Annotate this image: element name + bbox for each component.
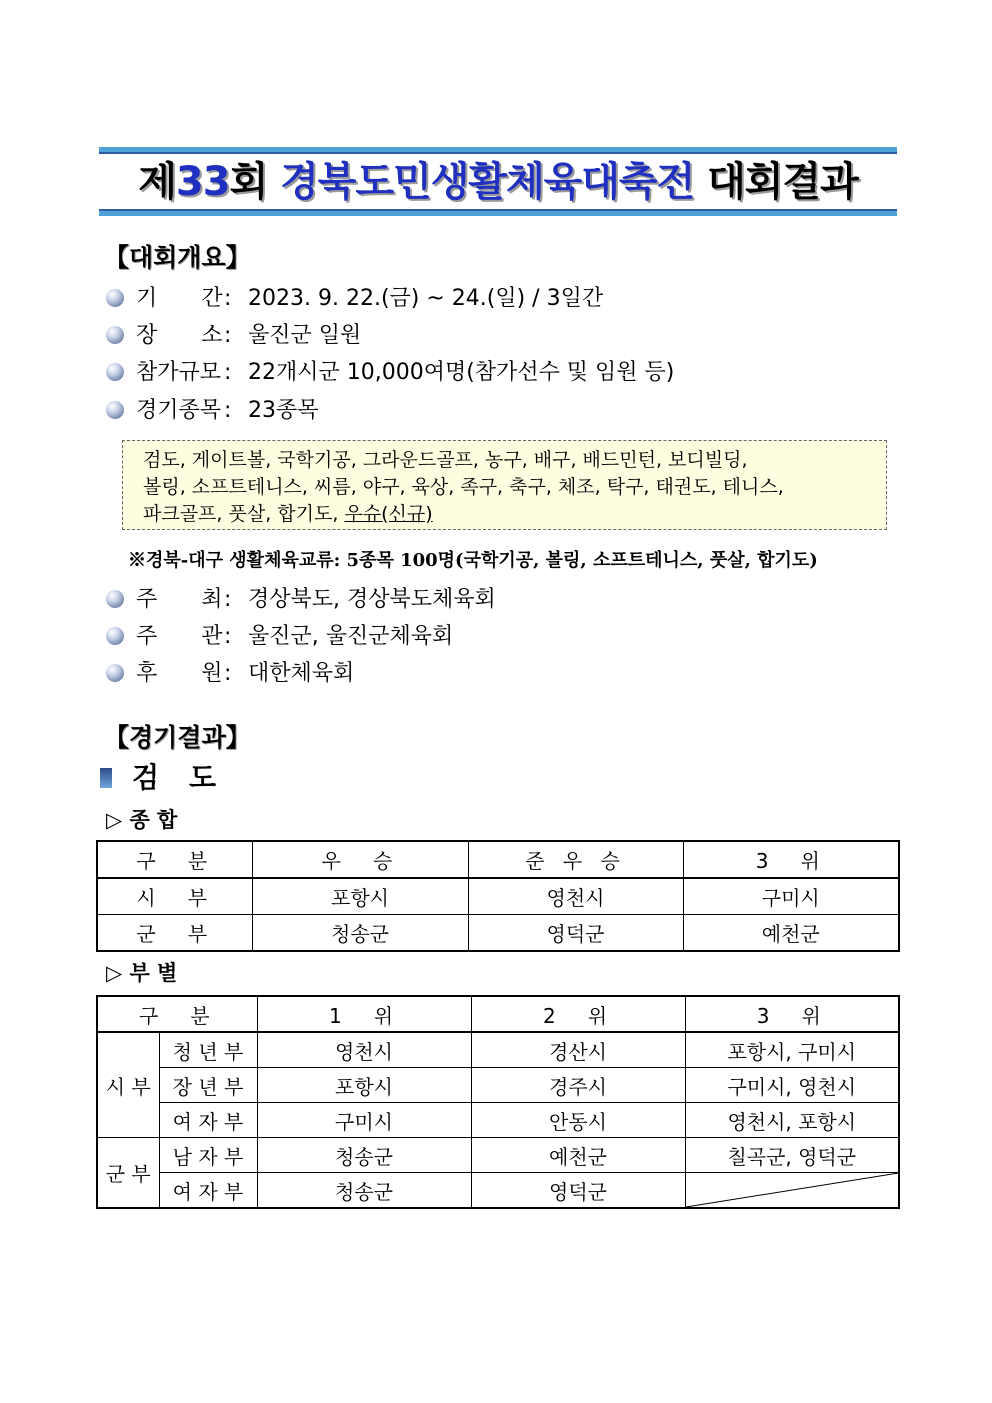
- overview-heading: 【대회개요】: [104, 243, 251, 272]
- table-cell: 구미시: [257, 1103, 471, 1138]
- table-cell: 장 년 부: [159, 1068, 257, 1103]
- new-sport: 우슈(신규): [344, 503, 433, 525]
- overview-item-organizer: 주 관: 울진군, 울진군체육회: [106, 622, 453, 652]
- table-cell: 청송군: [252, 915, 468, 952]
- table-row: [97, 1138, 899, 1173]
- table-header-cell: 3 위: [685, 996, 899, 1032]
- table-cell: 포항시: [252, 878, 468, 915]
- division-results-table: [96, 995, 900, 1209]
- overview-item-host: 주 최: 경상북도, 경상북도체육회: [106, 585, 496, 615]
- table-cell: 시 부: [97, 878, 252, 915]
- table-cell: 경주시: [471, 1068, 685, 1103]
- table-cell: 포항시, 구미시: [685, 1032, 899, 1068]
- table-cell: 여 자 부: [159, 1103, 257, 1138]
- table-header-cell: 준 우 승: [468, 841, 683, 878]
- table-row: [97, 1068, 899, 1103]
- table-cell: 남 자 부: [159, 1138, 257, 1173]
- table-cell: 청송군: [257, 1173, 471, 1209]
- table-row: [97, 1032, 899, 1068]
- exchange-note: ※경북-대구 생활체육교류: 5종목 100명(국학기공, 볼링, 소프트테니스, 풋살, 합기도): [128, 550, 818, 571]
- bullet-icon: [106, 326, 124, 344]
- group-cell: 군 부: [97, 1138, 159, 1209]
- bullet-icon: [106, 627, 124, 645]
- page-title: 제33회 경북도민생활체육대축전 대회결과: [138, 159, 858, 205]
- table-cell: 군 부: [97, 915, 252, 952]
- bullet-icon: [106, 590, 124, 608]
- table-row: [97, 878, 899, 915]
- group-cell: 시 부: [97, 1032, 159, 1138]
- table-cell: 포항시: [257, 1068, 471, 1103]
- bullet-icon: [106, 401, 124, 419]
- sports-list-box: [122, 440, 887, 530]
- table-header-cell: 우 승: [252, 841, 468, 878]
- overview-item-scale: 참가규모 : 22개시군 10,000여명(참가선수 및 임원 등): [106, 358, 674, 388]
- bullet-icon: [106, 363, 124, 381]
- overall-results-table: [96, 840, 900, 952]
- table-cell: 청송군: [257, 1138, 471, 1173]
- table-row: [97, 1173, 899, 1209]
- section-marker-icon: [100, 768, 112, 788]
- table-cell: 칠곡군, 영덕군: [685, 1138, 899, 1173]
- overview-item-events: 경기종목 : 23종목: [106, 396, 319, 426]
- table-header-cell: 구 분: [97, 996, 257, 1032]
- table-cell: 경산시: [471, 1032, 685, 1068]
- table-cell: 예천군: [683, 915, 899, 952]
- diagonal-line-icon: [686, 1173, 899, 1207]
- division-heading: ▷ 부 별: [106, 960, 178, 985]
- table-header-row: [97, 996, 899, 1032]
- overview-item-place: 장 소: 울진군 일원: [106, 321, 361, 351]
- table-cell: 영덕군: [471, 1173, 685, 1209]
- table-header-cell: 3 위: [683, 841, 899, 878]
- bullet-icon: [106, 664, 124, 682]
- title-rule-top-dark: [99, 152, 897, 154]
- table-cell: 구미시: [683, 878, 899, 915]
- table-header-cell: 구 분: [97, 841, 252, 878]
- table-header-row: [97, 841, 899, 878]
- table-row: [97, 1103, 899, 1138]
- table-cell: 예천군: [471, 1138, 685, 1173]
- table-row: [97, 915, 899, 952]
- table-cell: 영천시: [257, 1032, 471, 1068]
- overview-item-sponsor: 후 원: 대한체육회: [106, 659, 354, 689]
- table-cell: 안동시: [471, 1103, 685, 1138]
- table-header-cell: 2 위: [471, 996, 685, 1032]
- overview-item-period: 기 간: 2023. 9. 22.(금) ~ 24.(일) / 3일간: [106, 284, 603, 314]
- empty-diagonal-cell: [685, 1173, 899, 1209]
- title-rule-bottom: [99, 211, 897, 216]
- sports-line: 볼링, 소프트테니스, 씨름, 야구, 육상, 족구, 축구, 체조, 탁구, 태권도, 테니스,: [143, 476, 784, 498]
- table-cell: 영덕군: [468, 915, 683, 952]
- table-cell: 여 자 부: [159, 1173, 257, 1209]
- table-cell: 영천시: [468, 878, 683, 915]
- table-header-cell: 1 위: [257, 996, 471, 1032]
- table-cell: 구미시, 영천시: [685, 1068, 899, 1103]
- table-cell: 영천시, 포항시: [685, 1103, 899, 1138]
- results-heading: 【경기결과】: [104, 723, 251, 752]
- table-cell: 청 년 부: [159, 1032, 257, 1068]
- sports-line: 검도, 게이트볼, 국학기공, 그라운드골프, 농구, 배구, 배드민턴, 보디빌딩,: [143, 449, 748, 471]
- sports-line: 파크골프, 풋살, 합기도, 우슈(신규): [143, 503, 433, 525]
- bullet-icon: [106, 289, 124, 307]
- overall-heading: ▷ 종 합: [106, 807, 178, 832]
- sport-title: 검도: [132, 761, 247, 794]
